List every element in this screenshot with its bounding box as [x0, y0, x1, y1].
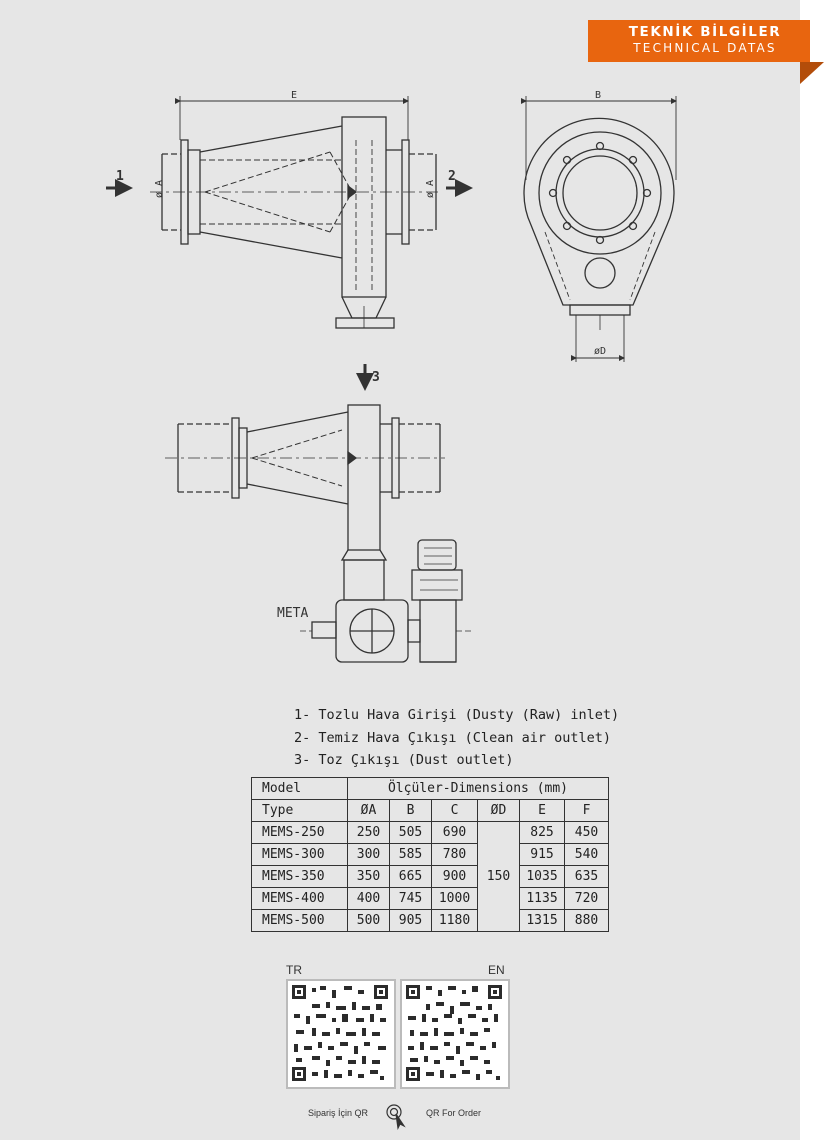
- cell-c: 1000: [432, 888, 478, 910]
- table-row: [252, 866, 609, 888]
- section-title-en: TECHNICAL DATAS: [633, 41, 777, 55]
- cell-c: 690: [432, 822, 478, 844]
- cell-b: 505: [390, 822, 432, 844]
- dimensions-header: Ölçüler-Dimensions (mm): [348, 778, 609, 800]
- side-view-drawing: [150, 96, 440, 328]
- qr-code-en-image: [406, 985, 502, 1081]
- cell-f: 880: [565, 910, 609, 932]
- table-header-row-2: [252, 800, 609, 822]
- dim-e-label: E: [290, 90, 298, 101]
- cell-f: 635: [565, 866, 609, 888]
- flow-legend: [294, 704, 619, 772]
- cell-f: 450: [565, 822, 609, 844]
- dim-d-label: øD: [593, 346, 607, 357]
- flow-label-3: 3: [372, 370, 380, 385]
- row-model: MEMS-300: [252, 844, 348, 866]
- cell-a: 500: [348, 910, 390, 932]
- cell-a: 400: [348, 888, 390, 910]
- table-row: [252, 822, 609, 844]
- dim-a-right-label: ø A: [425, 179, 436, 198]
- row-model: MEMS-250: [252, 822, 348, 844]
- col-header-b: B: [390, 800, 432, 822]
- table-row: [252, 888, 609, 910]
- cell-f: 540: [565, 844, 609, 866]
- dimensions-table: [251, 777, 609, 932]
- cell-d-shared: 150: [478, 822, 520, 932]
- assembly-view-drawing: [165, 405, 472, 662]
- cell-e: 1035: [520, 866, 565, 888]
- cell-b: 665: [390, 866, 432, 888]
- dim-a-left-label: ø A: [154, 179, 165, 198]
- dim-b-label: B: [594, 90, 602, 101]
- col-header-d: ØD: [478, 800, 520, 822]
- cell-e: 1315: [520, 910, 565, 932]
- cell-f: 720: [565, 888, 609, 910]
- cell-b: 745: [390, 888, 432, 910]
- cell-e: 915: [520, 844, 565, 866]
- cell-b: 905: [390, 910, 432, 932]
- legend-item-3: 3- Toz Çıkışı (Dust outlet): [294, 752, 514, 768]
- cell-e: 825: [520, 822, 565, 844]
- order-label-en: QR For Order: [426, 1108, 482, 1118]
- row-model: MEMS-350: [252, 866, 348, 888]
- col-header-c: C: [432, 800, 478, 822]
- type-header: Type: [252, 800, 348, 822]
- flow-label-1: 1: [116, 169, 124, 184]
- cell-b: 585: [390, 844, 432, 866]
- legend-item-2: 2- Temiz Hava Çıkışı (Clean air outlet): [294, 729, 611, 746]
- cell-a: 250: [348, 822, 390, 844]
- qr-en-label: EN: [488, 963, 505, 977]
- col-header-f: F: [565, 800, 609, 822]
- cell-a: 350: [348, 866, 390, 888]
- cell-a: 300: [348, 844, 390, 866]
- table-header-row-1: [252, 778, 609, 800]
- cell-e: 1135: [520, 888, 565, 910]
- cell-c: 1180: [432, 910, 478, 932]
- section-title-tr: TEKNİK BİLGİLER: [628, 24, 782, 40]
- table-row: [252, 910, 609, 932]
- col-header-e: E: [520, 800, 565, 822]
- model-header: Model: [252, 778, 348, 800]
- cell-c: 900: [432, 866, 478, 888]
- qr-code-tr-image: [292, 985, 388, 1081]
- legend-item-1: 1- Tozlu Hava Girişi (Dusty (Raw) inlet): [294, 707, 620, 723]
- front-view-drawing: [524, 96, 676, 362]
- order-label-tr: Sipariş İçin QR: [308, 1108, 369, 1118]
- cell-c: 780: [432, 844, 478, 866]
- flow-label-2: 2: [448, 169, 456, 184]
- meta-brand-label: META: [277, 606, 309, 621]
- row-model: MEMS-400: [252, 888, 348, 910]
- click-cursor-icon: [387, 1105, 404, 1128]
- qr-tr-label: TR: [286, 963, 302, 977]
- table-row: [252, 844, 609, 866]
- col-header-a: ØA: [348, 800, 390, 822]
- row-model: MEMS-500: [252, 910, 348, 932]
